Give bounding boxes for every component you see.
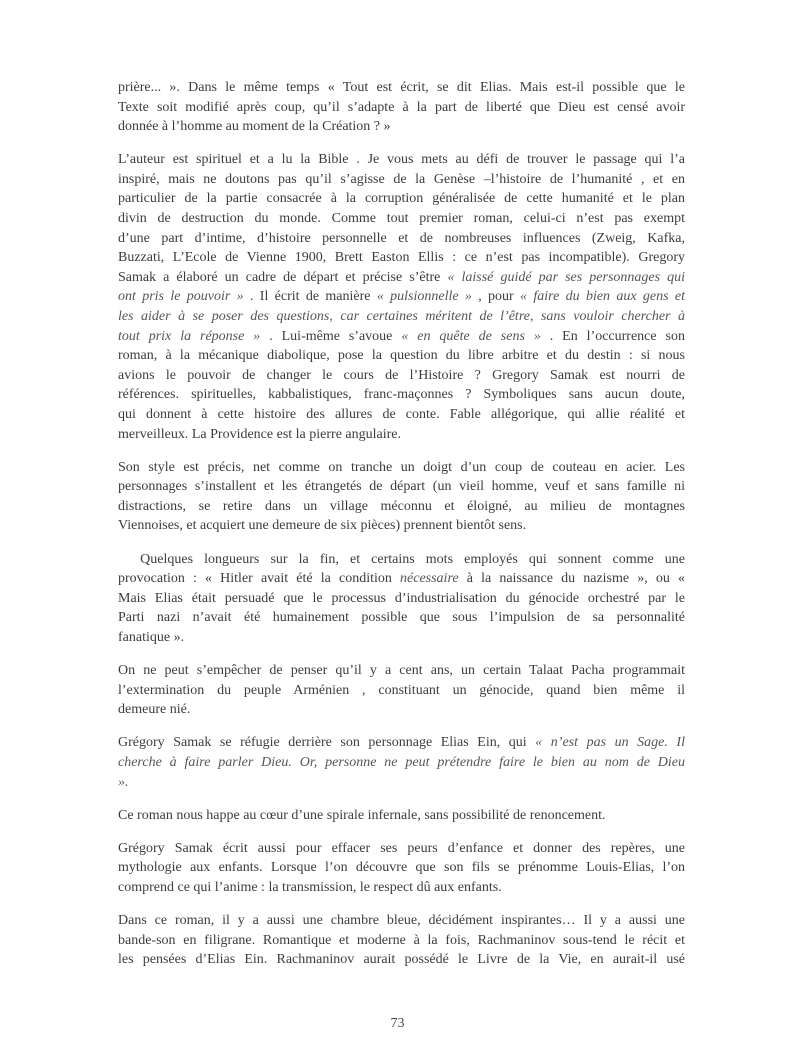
text-line bbox=[118, 878, 685, 898]
paragraph bbox=[118, 911, 685, 970]
text-line bbox=[118, 425, 685, 445]
text-line bbox=[118, 681, 685, 701]
quote-text: « laissé guidé par ses personnages qui bbox=[447, 269, 685, 285]
quote-text: ont pris le pouvoir » bbox=[118, 289, 244, 305]
text-line bbox=[118, 700, 685, 720]
body-text: comprend ce qui l’anime : la transmission, le respect dû aux enfants. bbox=[118, 879, 502, 895]
body-text: merveilleux. La Providence est la pierre angulaire. bbox=[118, 426, 401, 442]
quote-text: cherche à faire parler Dieu. Or, personne ne peut prétendre faire le bien au nom de Dieu bbox=[118, 754, 685, 770]
body-text: références. spirituelles, kabbalistiques, franc-maçonnes ? Symboliques sans aucun doute, bbox=[118, 387, 685, 403]
body-text: Parti nazi n’avait été humainement possible que sous l’impulsion de sa personnalité bbox=[118, 610, 685, 626]
paragraph bbox=[118, 78, 685, 137]
body-text: roman, à la mécanique diabolique, pose la question du libre arbitre et du destin : si nous bbox=[118, 348, 685, 364]
page-number: 73 bbox=[390, 1016, 405, 1031]
document-body bbox=[118, 78, 685, 983]
body-text: , pour bbox=[471, 289, 521, 305]
text-line bbox=[118, 569, 685, 589]
text-line bbox=[118, 458, 685, 478]
body-text: particulier de la partie consacrée à la corruption généralisée de cette humanité et le plan bbox=[118, 191, 685, 207]
text-line bbox=[118, 753, 685, 773]
body-text: Grégory Samak se réfugie derrière son personnage Elias Ein, qui bbox=[118, 735, 536, 751]
body-text: Ce roman nous happe au cœur d’une spirale infernale, sans possibilité de renoncement. bbox=[118, 807, 606, 823]
text-line bbox=[118, 950, 685, 970]
paragraph bbox=[118, 550, 685, 648]
paragraph bbox=[118, 458, 685, 536]
quote-text: « n’est pas un Sage. Il bbox=[535, 735, 685, 751]
text-line bbox=[118, 209, 685, 229]
text-line bbox=[118, 911, 685, 931]
paragraph bbox=[118, 839, 685, 898]
body-text: Quelques longueurs sur la fin, et certains mots employés qui sonnent comme une bbox=[118, 551, 685, 567]
body-text: Grégory Samak écrit aussi pour effacer ses peurs d’enfance et donner des repères, une bbox=[118, 840, 685, 856]
body-text: distractions, se retire dans un village méconnu et éloigné, au milieu de montagnes bbox=[118, 498, 685, 514]
text-line bbox=[118, 117, 685, 137]
text-line bbox=[118, 327, 685, 347]
paragraph bbox=[118, 661, 685, 720]
body-text: l’extermination du peuple Arménien , constituant un génocide, quand bien même il bbox=[118, 682, 685, 698]
text-line bbox=[118, 170, 685, 190]
body-text: fanatique ». bbox=[118, 629, 185, 645]
body-text: bande-son en filigrane. Romantique et moderne à la fois, Rachmaninov sous-tend le récit et bbox=[118, 932, 685, 948]
quote-text: ». bbox=[118, 774, 129, 790]
body-text: . Il écrit de manière bbox=[243, 289, 377, 305]
text-line bbox=[118, 858, 685, 878]
text-line bbox=[118, 589, 685, 609]
body-text: provocation : « Hitler avait été la condition bbox=[118, 571, 401, 587]
text-line bbox=[118, 229, 685, 249]
text-line bbox=[118, 733, 685, 753]
body-text: donnée à l’homme au moment de la Création ? » bbox=[118, 119, 391, 135]
body-text: les pensées d’Elias Ein. Rachmaninov aurait possédé le Livre de la Vie, en aurait-il usé bbox=[118, 952, 685, 968]
text-line bbox=[118, 268, 685, 288]
body-text: avions le pouvoir de changer le cours de l’Histoire ? Gregory Samak est nourri de bbox=[118, 367, 685, 383]
paragraph bbox=[118, 806, 685, 826]
body-text: Mais Elias était persuadé que le processus d’industrialisation du génocide orchestré par le bbox=[118, 590, 685, 606]
text-line bbox=[118, 806, 685, 826]
text-line bbox=[118, 497, 685, 517]
text-line bbox=[118, 477, 685, 497]
body-text: Texte soit modifié après coup, qu’il s’adapte à la part de liberté que Dieu est censé avoir bbox=[118, 99, 685, 115]
text-line bbox=[118, 248, 685, 268]
text-line bbox=[118, 608, 685, 628]
text-line bbox=[118, 773, 685, 793]
paragraph bbox=[118, 150, 685, 444]
body-text: . En l’occurrence son bbox=[540, 328, 685, 344]
body-text: Samak a élaboré un cadre de départ et précise s’être bbox=[118, 269, 448, 285]
text-line bbox=[118, 628, 685, 648]
quote-text: « en quête de sens » bbox=[401, 328, 541, 344]
text-line bbox=[118, 78, 685, 98]
body-text: qui donnent à cette histoire des allures de conte. Fable allégorique, qui allie réalité et bbox=[118, 407, 685, 422]
body-text: Son style est précis, net comme on tranche un doigt d’un coup de couteau en acier. Les bbox=[118, 459, 685, 475]
body-text: personnages s’installent et les étrangetés de départ (un vieil homme, veuf et sans famille ni bbox=[118, 479, 685, 495]
quote-text: « faire du bien aux gens et bbox=[520, 289, 685, 305]
text-line bbox=[118, 839, 685, 859]
text-line bbox=[118, 189, 685, 209]
quote-text: nécessaire bbox=[400, 571, 459, 587]
paragraph bbox=[118, 733, 685, 792]
text-line bbox=[118, 661, 685, 681]
body-text: L’auteur est spirituel et a lu la Bible . Je vous mets au défi de trouver le passage qui l’a bbox=[118, 152, 685, 168]
body-text: mythologie aux enfants. Lorsque l’on découvre que son fils se prénomme Louis-Elias, l’on bbox=[118, 860, 685, 876]
text-line bbox=[118, 550, 685, 570]
text-line bbox=[118, 516, 685, 536]
body-text: demeure nié. bbox=[118, 702, 191, 718]
body-text: . Lui-même s’avoue bbox=[260, 328, 402, 344]
quote-text: les aider à se poser des questions, car certaines méritent de l’être, sans vouloir chercher à bbox=[118, 309, 685, 325]
body-text: d’une part d’intime, d’histoire personnelle et de nombreuses influences (Zweig, Kafka, bbox=[118, 230, 685, 246]
body-text: Buzzati, L’Ecole de Vienne 1900, Brett Easton Ellis : ce n’est pas incompatible). Gregory bbox=[118, 250, 685, 266]
text-line bbox=[118, 385, 685, 405]
body-text: Viennoises, et acquiert une demeure de six pièces) prennent bientôt sens. bbox=[118, 518, 527, 534]
body-text: On ne peut s’empêcher de penser qu’il y a cent ans, un certain Talaat Pacha programmait bbox=[118, 663, 685, 679]
text-line bbox=[118, 405, 685, 425]
body-text: prière... ». Dans le même temps « Tout est écrit, se dit Elias. Mais est-il possible que le bbox=[118, 80, 685, 95]
text-line bbox=[118, 307, 685, 327]
body-text: divin de destruction du monde. Comme tout premier roman, celui-ci n’est pas exempt bbox=[118, 211, 685, 227]
text-line bbox=[118, 931, 685, 951]
text-line bbox=[118, 98, 685, 118]
quote-text: tout prix la réponse » bbox=[118, 328, 261, 344]
body-text: à la naissance du nazisme », ou « bbox=[458, 571, 685, 587]
quote-text: « pulsionnelle » bbox=[376, 289, 472, 305]
body-text: inspiré, mais ne doutons pas qu’il s’agisse de la Genèse –l’histoire de l’humanité , et en bbox=[118, 171, 685, 187]
text-line bbox=[118, 287, 685, 307]
text-line bbox=[118, 346, 685, 366]
text-line bbox=[118, 366, 685, 386]
body-text: Dans ce roman, il y a aussi une chambre bleue, décidément inspirantes… Il y a aussi une bbox=[118, 912, 685, 928]
text-line bbox=[118, 150, 685, 170]
